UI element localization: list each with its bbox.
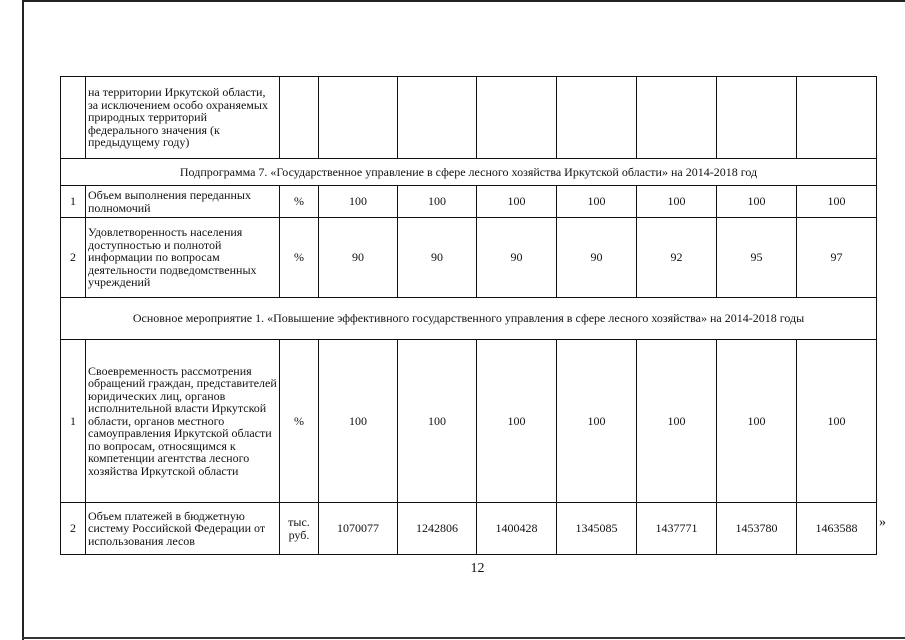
value-cell: 100 <box>319 186 398 218</box>
value-cell: 90 <box>398 218 477 298</box>
value-cell: 1453780 <box>717 503 797 555</box>
unit-cell: % <box>280 218 319 298</box>
value-cell: 1345085 <box>557 503 637 555</box>
value-cell: 100 <box>398 186 477 218</box>
page-number: 12 <box>470 561 485 576</box>
indicator-cell: Своевременность рассмотрения обращений граждан, представителей юридических лиц, органов исполнительной власти Иркутской области, органов местного самоуправления Иркутской области по вопросам, относящимся к компетенции агентства лесного хозяйства Иркутской области <box>86 340 280 503</box>
unit-cell <box>280 77 319 159</box>
table-row <box>61 503 877 555</box>
value-cell: 1242806 <box>398 503 477 555</box>
value-cell: 100 <box>557 340 637 503</box>
indicators-table <box>60 76 877 555</box>
value-cell <box>398 77 477 159</box>
value-cell <box>797 77 877 159</box>
table-row <box>61 218 877 298</box>
unit-cell: % <box>280 340 319 503</box>
subprogram-title: Подпрограмма 7. «Государственное управление в сфере лесного хозяйства Иркутской области» на 2014-2018 год <box>61 159 877 186</box>
value-cell: 100 <box>477 186 557 218</box>
value-cell: 100 <box>319 340 398 503</box>
scan-left-edge <box>22 0 24 640</box>
value-cell: 90 <box>557 218 637 298</box>
value-cell: 1437771 <box>637 503 717 555</box>
value-cell: 97 <box>797 218 877 298</box>
subprogram-header-row <box>61 159 877 186</box>
value-cell: 100 <box>398 340 477 503</box>
indicator-cell: Удовлетворенность населения доступностью и полнотой информации по вопросам деятельности подведомственных учреждений <box>86 218 280 298</box>
value-cell <box>319 77 398 159</box>
value-cell: 100 <box>637 186 717 218</box>
continuation-mark: » <box>879 515 886 530</box>
value-cell: 90 <box>319 218 398 298</box>
event-title: Основное мероприятие 1. «Повышение эффективного государственного управления в сфере лесного хозяйства» на 2014-2018 годы <box>61 298 877 340</box>
value-cell: 100 <box>717 186 797 218</box>
value-cell: 1463588 <box>797 503 877 555</box>
indicator-cell: Объем выполнения переданных полномочий <box>86 186 280 218</box>
value-cell: 100 <box>477 340 557 503</box>
indicator-cell: Объем платежей в бюджетную систему Российской Федерации от использования лесов <box>86 503 280 555</box>
row-number-cell: 2 <box>61 503 86 555</box>
value-cell: 1400428 <box>477 503 557 555</box>
value-cell <box>637 77 717 159</box>
unit-cell: тыс. руб. <box>280 503 319 555</box>
value-cell: 90 <box>477 218 557 298</box>
value-cell: 100 <box>797 186 877 218</box>
value-cell: 95 <box>717 218 797 298</box>
table-row <box>61 340 877 503</box>
scan-top-edge <box>22 0 905 2</box>
row-number-cell: 1 <box>61 340 86 503</box>
indicator-cell: на территории Иркутской области, за исключением особо охраняемых природных территорий федерального значения (к предыдущему году) <box>86 77 280 159</box>
unit-cell: % <box>280 186 319 218</box>
value-cell: 100 <box>717 340 797 503</box>
value-cell: 92 <box>637 218 717 298</box>
value-cell: 1070077 <box>319 503 398 555</box>
value-cell: 100 <box>797 340 877 503</box>
table-row <box>61 186 877 218</box>
row-number-cell <box>61 77 86 159</box>
value-cell <box>717 77 797 159</box>
value-cell <box>557 77 637 159</box>
row-number-cell: 2 <box>61 218 86 298</box>
row-number-cell: 1 <box>61 186 86 218</box>
table-row <box>61 77 877 159</box>
value-cell <box>477 77 557 159</box>
event-header-row <box>61 298 877 340</box>
value-cell: 100 <box>637 340 717 503</box>
value-cell: 100 <box>557 186 637 218</box>
scan-bottom-edge <box>22 637 905 639</box>
